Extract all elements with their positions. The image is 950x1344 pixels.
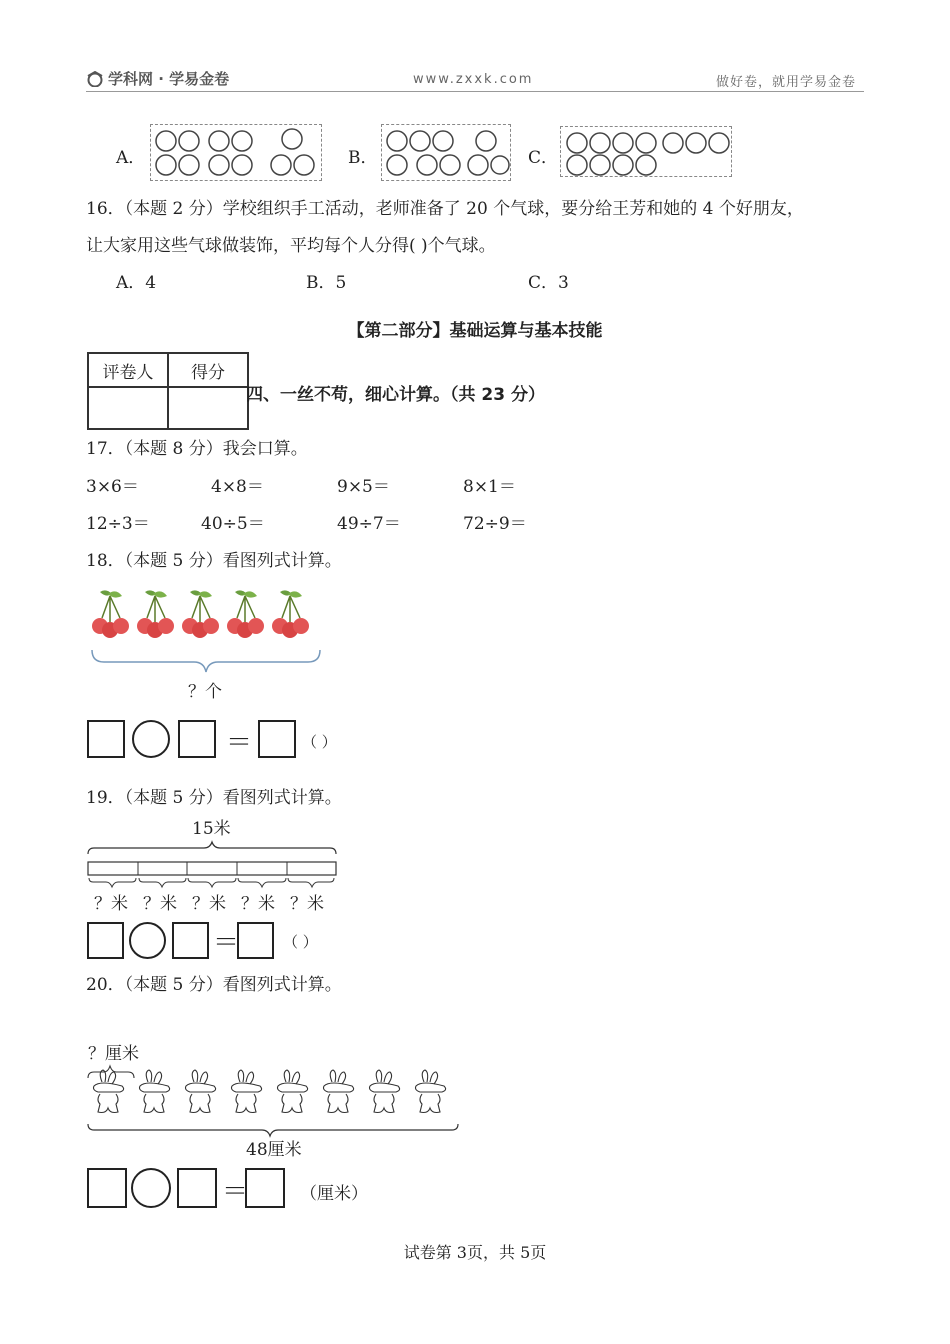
bunny-icon (232, 1070, 262, 1113)
q19-result-box[interactable] (237, 922, 274, 959)
cherry-icon (137, 590, 174, 638)
q17-r2-4: 72÷9＝ (463, 514, 527, 534)
total-brace (88, 1124, 458, 1136)
q17-r2-3: 49÷7＝ (337, 514, 401, 534)
q18-question-label: ？个 (188, 682, 222, 702)
q17-r2-1: 12÷3＝ (86, 514, 150, 534)
grade-table-score-header: 得分 (168, 353, 248, 387)
header-logo (86, 68, 229, 89)
q15-option-a-figure (150, 124, 322, 181)
bunny-icon (278, 1070, 308, 1113)
q18-answer-box-2[interactable] (178, 720, 216, 758)
q20-unit[interactable]: （厘米） (300, 1184, 368, 1204)
q19-total-label: 15米 (192, 819, 231, 839)
q20-equals: ＝ (222, 1177, 249, 1207)
q15-option-c-figure (560, 126, 732, 177)
bunny-icon (370, 1070, 400, 1113)
q17-r1-4: 8×1＝ (463, 477, 516, 497)
circles-group-a (151, 125, 321, 180)
q15-option-b-figure (381, 124, 511, 181)
grade-table-grader-cell[interactable] (88, 387, 168, 429)
q18-unit[interactable]: （ ） (302, 733, 337, 751)
q19-segment-label-4: ？米 (241, 894, 275, 914)
circles-group-c (561, 127, 731, 176)
grade-table-grader-header: 评卷人 (88, 353, 168, 387)
q18-answer-box-1[interactable] (87, 720, 125, 758)
cherry-icon (182, 590, 219, 638)
q20-answer-box-1[interactable] (87, 1168, 127, 1208)
q16-option-c[interactable]: C．3 (528, 273, 569, 293)
q15-option-c-label: C． (528, 148, 559, 168)
part2-title: 【第二部分】基础运算与基本技能 (347, 321, 603, 341)
q20-title: 20．（本题 5 分）看图列式计算。 (86, 975, 342, 995)
header-divider (86, 91, 864, 92)
q17-title: 17．（本题 8 分）我会口算。 (86, 439, 308, 459)
q15-option-b-label: B． (348, 148, 378, 168)
bunnies-figure (86, 1064, 462, 1140)
q19-segment-label-5: ？米 (290, 894, 324, 914)
q19-title: 19．（本题 5 分）看图列式计算。 (86, 788, 342, 808)
q17-r1-2: 4×8＝ (211, 477, 264, 497)
header-slogan: 做好卷，就用学易金卷 (716, 75, 857, 90)
q17-r1-3: 9×5＝ (337, 477, 390, 497)
bunny-icon (324, 1070, 354, 1113)
q16-line2: 让大家用这些气球做装饰，平均每个人分得( )个气球。 (86, 236, 496, 256)
q16-option-a[interactable]: A．4 (116, 273, 157, 293)
q19-operator-circle[interactable] (129, 922, 166, 959)
q19-segment-label-1: ？米 (94, 894, 128, 914)
grade-table-score-cell[interactable] (168, 387, 248, 429)
line-segment-figure (86, 840, 340, 892)
grade-table (87, 352, 249, 430)
q19-answer-box-2[interactable] (172, 922, 209, 959)
q16-option-b[interactable]: B．5 (306, 273, 347, 293)
cherry-icon (227, 590, 264, 638)
page-footer: 试卷第 3页，共 5页 (403, 1243, 547, 1262)
bunny-icon (416, 1070, 446, 1113)
circles-group-b (382, 125, 510, 180)
q15-option-a-label: A． (116, 148, 146, 168)
q16-line1: 16．（本题 2 分）学校组织手工活动，老师准备了 20 个气球，要分给王芳和她的 4 个好朋友， (86, 199, 804, 219)
q19-equals: ＝ (213, 928, 240, 958)
q20-answer-box-2[interactable] (177, 1168, 217, 1208)
bunny-icon (94, 1070, 124, 1113)
logo-icon (86, 71, 104, 87)
q17-r2-2: 40÷5＝ (201, 514, 265, 534)
q18-title: 18．（本题 5 分）看图列式计算。 (86, 551, 342, 571)
q20-result-box[interactable] (245, 1168, 285, 1208)
q20-total-label: 48厘米 (246, 1140, 302, 1160)
q19-answer-box-1[interactable] (87, 922, 124, 959)
header-url: www.zxxk.com (413, 72, 534, 87)
logo-text: 学科网 · 学易金卷 (108, 70, 230, 88)
q20-part-label: ？厘米 (88, 1044, 139, 1064)
q17-r1-1: 3×6＝ (86, 477, 139, 497)
q20-operator-circle[interactable] (131, 1168, 171, 1208)
section4-title: 四、一丝不苟，细心计算。（共 23 分） (246, 385, 545, 405)
q18-operator-circle[interactable] (132, 720, 170, 758)
part-brace (88, 1066, 134, 1078)
q19-unit[interactable]: （ ） (283, 933, 318, 951)
bunny-icon (186, 1070, 216, 1113)
cherries-figure (88, 588, 324, 680)
cherry-icon (92, 590, 129, 638)
brace (92, 650, 320, 672)
bunny-icon (140, 1070, 170, 1113)
cherry-icon (272, 590, 309, 638)
q19-segment-label-2: ？米 (143, 894, 177, 914)
q18-equals: ＝ (226, 728, 253, 758)
q18-result-box[interactable] (258, 720, 296, 758)
q19-segment-label-3: ？米 (192, 894, 226, 914)
